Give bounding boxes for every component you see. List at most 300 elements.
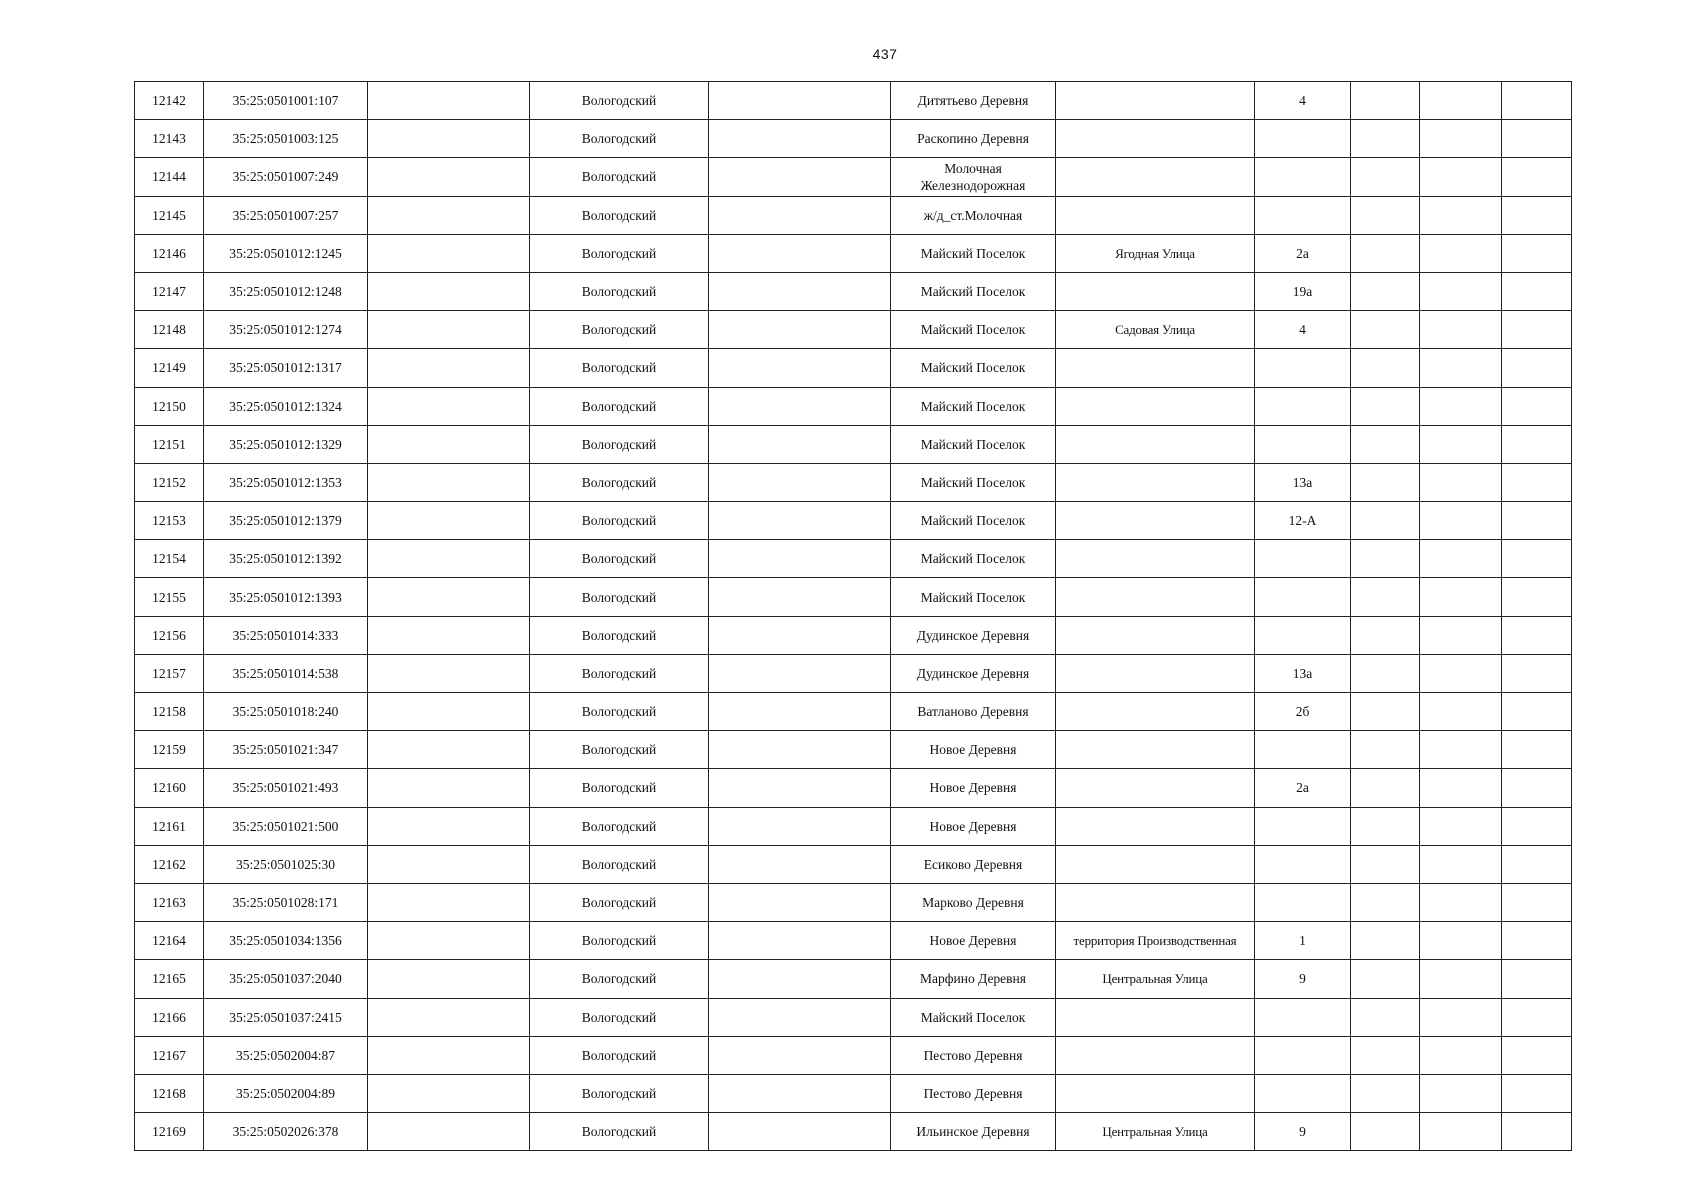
cell-empty-3 bbox=[1351, 616, 1420, 654]
cell-house: 4 bbox=[1255, 82, 1351, 120]
cell-empty-2 bbox=[709, 1074, 891, 1112]
cell-locality: Ильинское Деревня bbox=[891, 1113, 1056, 1151]
cell-district: Вологодский bbox=[530, 502, 709, 540]
cell-district: Вологодский bbox=[530, 540, 709, 578]
cell-empty-2 bbox=[709, 387, 891, 425]
cell-empty-4 bbox=[1420, 502, 1502, 540]
cell-empty-4 bbox=[1420, 120, 1502, 158]
cell-locality: Майский Поселок bbox=[891, 234, 1056, 272]
cell-street bbox=[1056, 540, 1255, 578]
cell-empty-4 bbox=[1420, 883, 1502, 921]
table-row bbox=[135, 845, 1572, 883]
cell-street bbox=[1056, 463, 1255, 501]
cell-empty-2 bbox=[709, 158, 891, 196]
cell-empty-1 bbox=[368, 82, 530, 120]
cell-cadastral-number: 35:25:0502004:89 bbox=[204, 1074, 368, 1112]
cell-empty-4 bbox=[1420, 349, 1502, 387]
cell-empty-1 bbox=[368, 1074, 530, 1112]
cell-district: Вологодский bbox=[530, 654, 709, 692]
cell-empty-5 bbox=[1502, 196, 1572, 234]
cell-empty-4 bbox=[1420, 425, 1502, 463]
cell-empty-2 bbox=[709, 769, 891, 807]
table-row bbox=[135, 463, 1572, 501]
cell-house bbox=[1255, 540, 1351, 578]
cell-cadastral-number: 35:25:0501007:249 bbox=[204, 158, 368, 196]
cell-cadastral-number: 35:25:0501012:1353 bbox=[204, 463, 368, 501]
cell-empty-2 bbox=[709, 1113, 891, 1151]
cell-street bbox=[1056, 1036, 1255, 1074]
cell-empty-3 bbox=[1351, 540, 1420, 578]
cell-street bbox=[1056, 387, 1255, 425]
cell-cadastral-number: 35:25:0502026:378 bbox=[204, 1113, 368, 1151]
cell-cadastral-number: 35:25:0501012:1393 bbox=[204, 578, 368, 616]
cell-empty-2 bbox=[709, 311, 891, 349]
cell-empty-3 bbox=[1351, 234, 1420, 272]
cell-empty-4 bbox=[1420, 616, 1502, 654]
cell-locality: Новое Деревня bbox=[891, 769, 1056, 807]
cell-empty-4 bbox=[1420, 769, 1502, 807]
cell-street bbox=[1056, 502, 1255, 540]
cell-empty-4 bbox=[1420, 807, 1502, 845]
cell-street bbox=[1056, 616, 1255, 654]
cell-street bbox=[1056, 272, 1255, 310]
cell-empty-1 bbox=[368, 845, 530, 883]
cell-district: Вологодский bbox=[530, 922, 709, 960]
table-row bbox=[135, 502, 1572, 540]
cell-cadastral-number: 35:25:0502004:87 bbox=[204, 1036, 368, 1074]
cell-number: 12162 bbox=[135, 845, 204, 883]
cell-empty-3 bbox=[1351, 502, 1420, 540]
cell-number: 12142 bbox=[135, 82, 204, 120]
cell-empty-1 bbox=[368, 883, 530, 921]
cell-empty-1 bbox=[368, 769, 530, 807]
cell-house bbox=[1255, 616, 1351, 654]
registry-table bbox=[134, 81, 1572, 1151]
cell-house bbox=[1255, 845, 1351, 883]
cell-number: 12150 bbox=[135, 387, 204, 425]
cell-district: Вологодский bbox=[530, 883, 709, 921]
cell-number: 12158 bbox=[135, 693, 204, 731]
cell-locality: ж/д_ст.Молочная bbox=[891, 196, 1056, 234]
cell-district: Вологодский bbox=[530, 82, 709, 120]
cell-empty-5 bbox=[1502, 693, 1572, 731]
cell-locality: Майский Поселок bbox=[891, 349, 1056, 387]
cell-number: 12151 bbox=[135, 425, 204, 463]
cell-locality: Молочная Железнодорожная bbox=[891, 158, 1056, 196]
cell-number: 12149 bbox=[135, 349, 204, 387]
cell-cadastral-number: 35:25:0501007:257 bbox=[204, 196, 368, 234]
cell-street bbox=[1056, 807, 1255, 845]
cell-number: 12152 bbox=[135, 463, 204, 501]
page-number: 437 bbox=[872, 46, 898, 62]
table-row bbox=[135, 349, 1572, 387]
cell-empty-2 bbox=[709, 1036, 891, 1074]
cell-empty-5 bbox=[1502, 845, 1572, 883]
cell-empty-4 bbox=[1420, 196, 1502, 234]
cell-empty-5 bbox=[1502, 1113, 1572, 1151]
cell-number: 12163 bbox=[135, 883, 204, 921]
cell-house: 13а bbox=[1255, 463, 1351, 501]
cell-empty-2 bbox=[709, 883, 891, 921]
cell-district: Вологодский bbox=[530, 158, 709, 196]
cell-empty-5 bbox=[1502, 272, 1572, 310]
cell-empty-2 bbox=[709, 845, 891, 883]
cell-district: Вологодский bbox=[530, 578, 709, 616]
cell-empty-1 bbox=[368, 272, 530, 310]
cell-house bbox=[1255, 158, 1351, 196]
cell-empty-4 bbox=[1420, 1036, 1502, 1074]
cell-empty-5 bbox=[1502, 82, 1572, 120]
cell-cadastral-number: 35:25:0501003:125 bbox=[204, 120, 368, 158]
cell-number: 12146 bbox=[135, 234, 204, 272]
cell-locality: Майский Поселок bbox=[891, 998, 1056, 1036]
cell-house: 13а bbox=[1255, 654, 1351, 692]
cell-empty-4 bbox=[1420, 845, 1502, 883]
cell-number: 12164 bbox=[135, 922, 204, 960]
cell-locality: Раскопино Деревня bbox=[891, 120, 1056, 158]
cell-street bbox=[1056, 654, 1255, 692]
cell-empty-2 bbox=[709, 234, 891, 272]
cell-empty-5 bbox=[1502, 502, 1572, 540]
cell-number: 12165 bbox=[135, 960, 204, 998]
cell-empty-1 bbox=[368, 693, 530, 731]
cell-street bbox=[1056, 82, 1255, 120]
table-row bbox=[135, 1036, 1572, 1074]
cell-house bbox=[1255, 387, 1351, 425]
cell-district: Вологодский bbox=[530, 807, 709, 845]
cell-empty-1 bbox=[368, 1036, 530, 1074]
cell-empty-3 bbox=[1351, 158, 1420, 196]
cell-empty-1 bbox=[368, 234, 530, 272]
cell-empty-5 bbox=[1502, 349, 1572, 387]
cell-empty-1 bbox=[368, 349, 530, 387]
cell-cadastral-number: 35:25:0501012:1274 bbox=[204, 311, 368, 349]
cell-cadastral-number: 35:25:0501021:500 bbox=[204, 807, 368, 845]
table-row bbox=[135, 82, 1572, 120]
cell-cadastral-number: 35:25:0501012:1245 bbox=[204, 234, 368, 272]
cell-district: Вологодский bbox=[530, 425, 709, 463]
cell-empty-5 bbox=[1502, 807, 1572, 845]
cell-empty-4 bbox=[1420, 1074, 1502, 1112]
cell-district: Вологодский bbox=[530, 311, 709, 349]
cell-locality: Новое Деревня bbox=[891, 731, 1056, 769]
table-row bbox=[135, 654, 1572, 692]
cell-empty-5 bbox=[1502, 387, 1572, 425]
cell-empty-5 bbox=[1502, 616, 1572, 654]
cell-empty-3 bbox=[1351, 693, 1420, 731]
cell-number: 12155 bbox=[135, 578, 204, 616]
cell-empty-2 bbox=[709, 616, 891, 654]
cell-cadastral-number: 35:25:0501021:493 bbox=[204, 769, 368, 807]
cell-empty-3 bbox=[1351, 578, 1420, 616]
cell-empty-3 bbox=[1351, 769, 1420, 807]
table-row bbox=[135, 960, 1572, 998]
cell-empty-4 bbox=[1420, 960, 1502, 998]
cell-empty-1 bbox=[368, 311, 530, 349]
table-row bbox=[135, 387, 1572, 425]
cell-district: Вологодский bbox=[530, 998, 709, 1036]
cell-empty-1 bbox=[368, 425, 530, 463]
cell-cadastral-number: 35:25:0501018:240 bbox=[204, 693, 368, 731]
cell-empty-4 bbox=[1420, 578, 1502, 616]
cell-empty-1 bbox=[368, 502, 530, 540]
cell-empty-4 bbox=[1420, 234, 1502, 272]
table-row bbox=[135, 196, 1572, 234]
cell-cadastral-number: 35:25:0501028:171 bbox=[204, 883, 368, 921]
cell-empty-5 bbox=[1502, 463, 1572, 501]
table-row bbox=[135, 1113, 1572, 1151]
cell-district: Вологодский bbox=[530, 1036, 709, 1074]
cell-empty-2 bbox=[709, 654, 891, 692]
table-row bbox=[135, 578, 1572, 616]
cell-house: 2а bbox=[1255, 234, 1351, 272]
cell-empty-3 bbox=[1351, 731, 1420, 769]
cell-empty-3 bbox=[1351, 311, 1420, 349]
cell-empty-1 bbox=[368, 998, 530, 1036]
cell-empty-5 bbox=[1502, 922, 1572, 960]
cell-cadastral-number: 35:25:0501021:347 bbox=[204, 731, 368, 769]
cell-number: 12145 bbox=[135, 196, 204, 234]
cell-house bbox=[1255, 425, 1351, 463]
cell-empty-3 bbox=[1351, 82, 1420, 120]
table-row bbox=[135, 922, 1572, 960]
cell-cadastral-number: 35:25:0501001:107 bbox=[204, 82, 368, 120]
cell-empty-1 bbox=[368, 654, 530, 692]
cell-district: Вологодский bbox=[530, 234, 709, 272]
cell-house: 2а bbox=[1255, 769, 1351, 807]
cell-empty-4 bbox=[1420, 158, 1502, 196]
cell-locality: Есиково Деревня bbox=[891, 845, 1056, 883]
cell-empty-4 bbox=[1420, 82, 1502, 120]
cell-empty-2 bbox=[709, 693, 891, 731]
cell-empty-5 bbox=[1502, 120, 1572, 158]
cell-empty-5 bbox=[1502, 425, 1572, 463]
cell-number: 12144 bbox=[135, 158, 204, 196]
cell-empty-4 bbox=[1420, 540, 1502, 578]
cell-street bbox=[1056, 349, 1255, 387]
cell-street: Центральная Улица bbox=[1056, 1113, 1255, 1151]
cell-empty-3 bbox=[1351, 349, 1420, 387]
cell-number: 12166 bbox=[135, 998, 204, 1036]
cell-street bbox=[1056, 769, 1255, 807]
cell-number: 12153 bbox=[135, 502, 204, 540]
cell-house bbox=[1255, 807, 1351, 845]
cell-empty-3 bbox=[1351, 998, 1420, 1036]
cell-cadastral-number: 35:25:0501012:1317 bbox=[204, 349, 368, 387]
cell-house bbox=[1255, 998, 1351, 1036]
cell-empty-5 bbox=[1502, 731, 1572, 769]
cell-empty-1 bbox=[368, 960, 530, 998]
cell-locality: Пестово Деревня bbox=[891, 1074, 1056, 1112]
cell-empty-3 bbox=[1351, 1113, 1420, 1151]
cell-empty-4 bbox=[1420, 654, 1502, 692]
cell-locality: Майский Поселок bbox=[891, 502, 1056, 540]
table-row bbox=[135, 998, 1572, 1036]
cell-number: 12157 bbox=[135, 654, 204, 692]
cell-empty-4 bbox=[1420, 693, 1502, 731]
cell-house bbox=[1255, 578, 1351, 616]
cell-empty-2 bbox=[709, 120, 891, 158]
cell-empty-3 bbox=[1351, 883, 1420, 921]
cell-empty-3 bbox=[1351, 272, 1420, 310]
cell-house: 2б bbox=[1255, 693, 1351, 731]
cell-cadastral-number: 35:25:0501034:1356 bbox=[204, 922, 368, 960]
cell-empty-1 bbox=[368, 807, 530, 845]
table-row bbox=[135, 158, 1572, 196]
table-row bbox=[135, 883, 1572, 921]
cell-empty-2 bbox=[709, 922, 891, 960]
cell-empty-1 bbox=[368, 731, 530, 769]
cell-cadastral-number: 35:25:0501012:1329 bbox=[204, 425, 368, 463]
cell-street bbox=[1056, 883, 1255, 921]
cell-empty-5 bbox=[1502, 311, 1572, 349]
cell-district: Вологодский bbox=[530, 1113, 709, 1151]
table-row bbox=[135, 693, 1572, 731]
cell-district: Вологодский bbox=[530, 272, 709, 310]
cell-empty-1 bbox=[368, 922, 530, 960]
cell-empty-2 bbox=[709, 272, 891, 310]
cell-district: Вологодский bbox=[530, 1074, 709, 1112]
cell-district: Вологодский bbox=[530, 693, 709, 731]
table-row bbox=[135, 120, 1572, 158]
cell-empty-4 bbox=[1420, 922, 1502, 960]
cell-locality: Майский Поселок bbox=[891, 425, 1056, 463]
cell-empty-5 bbox=[1502, 769, 1572, 807]
cell-number: 12143 bbox=[135, 120, 204, 158]
cell-empty-1 bbox=[368, 387, 530, 425]
cell-empty-5 bbox=[1502, 960, 1572, 998]
cell-house bbox=[1255, 196, 1351, 234]
cell-locality: Дудинское Деревня bbox=[891, 616, 1056, 654]
cell-house: 19а bbox=[1255, 272, 1351, 310]
cell-empty-5 bbox=[1502, 883, 1572, 921]
cell-cadastral-number: 35:25:0501012:1392 bbox=[204, 540, 368, 578]
cell-empty-3 bbox=[1351, 1036, 1420, 1074]
cell-number: 12148 bbox=[135, 311, 204, 349]
cell-street: территория Производственная bbox=[1056, 922, 1255, 960]
cell-locality: Пестово Деревня bbox=[891, 1036, 1056, 1074]
table-row bbox=[135, 769, 1572, 807]
cell-number: 12160 bbox=[135, 769, 204, 807]
cell-street bbox=[1056, 425, 1255, 463]
cell-locality: Майский Поселок bbox=[891, 387, 1056, 425]
cell-house bbox=[1255, 883, 1351, 921]
cell-locality: Майский Поселок bbox=[891, 463, 1056, 501]
cell-district: Вологодский bbox=[530, 960, 709, 998]
cell-empty-4 bbox=[1420, 463, 1502, 501]
cell-empty-1 bbox=[368, 1113, 530, 1151]
cell-empty-2 bbox=[709, 960, 891, 998]
cell-street: Ягодная Улица bbox=[1056, 234, 1255, 272]
cell-house: 4 bbox=[1255, 311, 1351, 349]
cell-number: 12161 bbox=[135, 807, 204, 845]
cell-empty-3 bbox=[1351, 960, 1420, 998]
cell-street bbox=[1056, 845, 1255, 883]
cell-cadastral-number: 35:25:0501014:333 bbox=[204, 616, 368, 654]
cell-empty-4 bbox=[1420, 311, 1502, 349]
cell-empty-1 bbox=[368, 120, 530, 158]
table-row bbox=[135, 616, 1572, 654]
table-row bbox=[135, 425, 1572, 463]
cell-empty-3 bbox=[1351, 807, 1420, 845]
cell-empty-3 bbox=[1351, 1074, 1420, 1112]
cell-number: 12147 bbox=[135, 272, 204, 310]
cell-empty-3 bbox=[1351, 463, 1420, 501]
cell-street bbox=[1056, 998, 1255, 1036]
cell-house: 9 bbox=[1255, 1113, 1351, 1151]
cell-empty-5 bbox=[1502, 158, 1572, 196]
cell-empty-1 bbox=[368, 158, 530, 196]
cell-locality: Дитятьево Деревня bbox=[891, 82, 1056, 120]
cell-locality: Новое Деревня bbox=[891, 807, 1056, 845]
cell-empty-3 bbox=[1351, 120, 1420, 158]
cell-empty-5 bbox=[1502, 998, 1572, 1036]
cell-empty-5 bbox=[1502, 1036, 1572, 1074]
cell-cadastral-number: 35:25:0501012:1379 bbox=[204, 502, 368, 540]
cell-empty-3 bbox=[1351, 196, 1420, 234]
cell-number: 12159 bbox=[135, 731, 204, 769]
cell-empty-1 bbox=[368, 196, 530, 234]
cell-house: 9 bbox=[1255, 960, 1351, 998]
cell-empty-5 bbox=[1502, 654, 1572, 692]
cell-district: Вологодский bbox=[530, 616, 709, 654]
cell-locality: Ватланово Деревня bbox=[891, 693, 1056, 731]
cell-empty-1 bbox=[368, 578, 530, 616]
cell-empty-4 bbox=[1420, 387, 1502, 425]
cell-district: Вологодский bbox=[530, 731, 709, 769]
cell-locality: Майский Поселок bbox=[891, 272, 1056, 310]
cell-street bbox=[1056, 196, 1255, 234]
cell-street bbox=[1056, 158, 1255, 196]
cell-cadastral-number: 35:25:0501037:2415 bbox=[204, 998, 368, 1036]
cell-district: Вологодский bbox=[530, 120, 709, 158]
cell-empty-2 bbox=[709, 502, 891, 540]
cell-number: 12167 bbox=[135, 1036, 204, 1074]
cell-empty-5 bbox=[1502, 540, 1572, 578]
cell-number: 12169 bbox=[135, 1113, 204, 1151]
cell-house bbox=[1255, 1036, 1351, 1074]
cell-locality: Майский Поселок bbox=[891, 578, 1056, 616]
cell-empty-5 bbox=[1502, 1074, 1572, 1112]
cell-empty-4 bbox=[1420, 272, 1502, 310]
cell-empty-2 bbox=[709, 540, 891, 578]
cell-empty-1 bbox=[368, 616, 530, 654]
cell-empty-4 bbox=[1420, 1113, 1502, 1151]
cell-empty-2 bbox=[709, 578, 891, 616]
cell-empty-2 bbox=[709, 998, 891, 1036]
table-row bbox=[135, 272, 1572, 310]
table-row bbox=[135, 540, 1572, 578]
cell-empty-2 bbox=[709, 807, 891, 845]
cell-empty-4 bbox=[1420, 998, 1502, 1036]
cell-empty-2 bbox=[709, 731, 891, 769]
cell-house: 1 bbox=[1255, 922, 1351, 960]
cell-empty-3 bbox=[1351, 922, 1420, 960]
table-row bbox=[135, 731, 1572, 769]
cell-locality: Майский Поселок bbox=[891, 540, 1056, 578]
cell-house bbox=[1255, 120, 1351, 158]
cell-locality: Майский Поселок bbox=[891, 311, 1056, 349]
cell-street: Центральная Улица bbox=[1056, 960, 1255, 998]
cell-empty-4 bbox=[1420, 731, 1502, 769]
cell-empty-5 bbox=[1502, 234, 1572, 272]
cell-number: 12156 bbox=[135, 616, 204, 654]
cell-number: 12168 bbox=[135, 1074, 204, 1112]
cell-district: Вологодский bbox=[530, 196, 709, 234]
cell-street bbox=[1056, 731, 1255, 769]
cell-street: Садовая Улица bbox=[1056, 311, 1255, 349]
cell-empty-2 bbox=[709, 349, 891, 387]
